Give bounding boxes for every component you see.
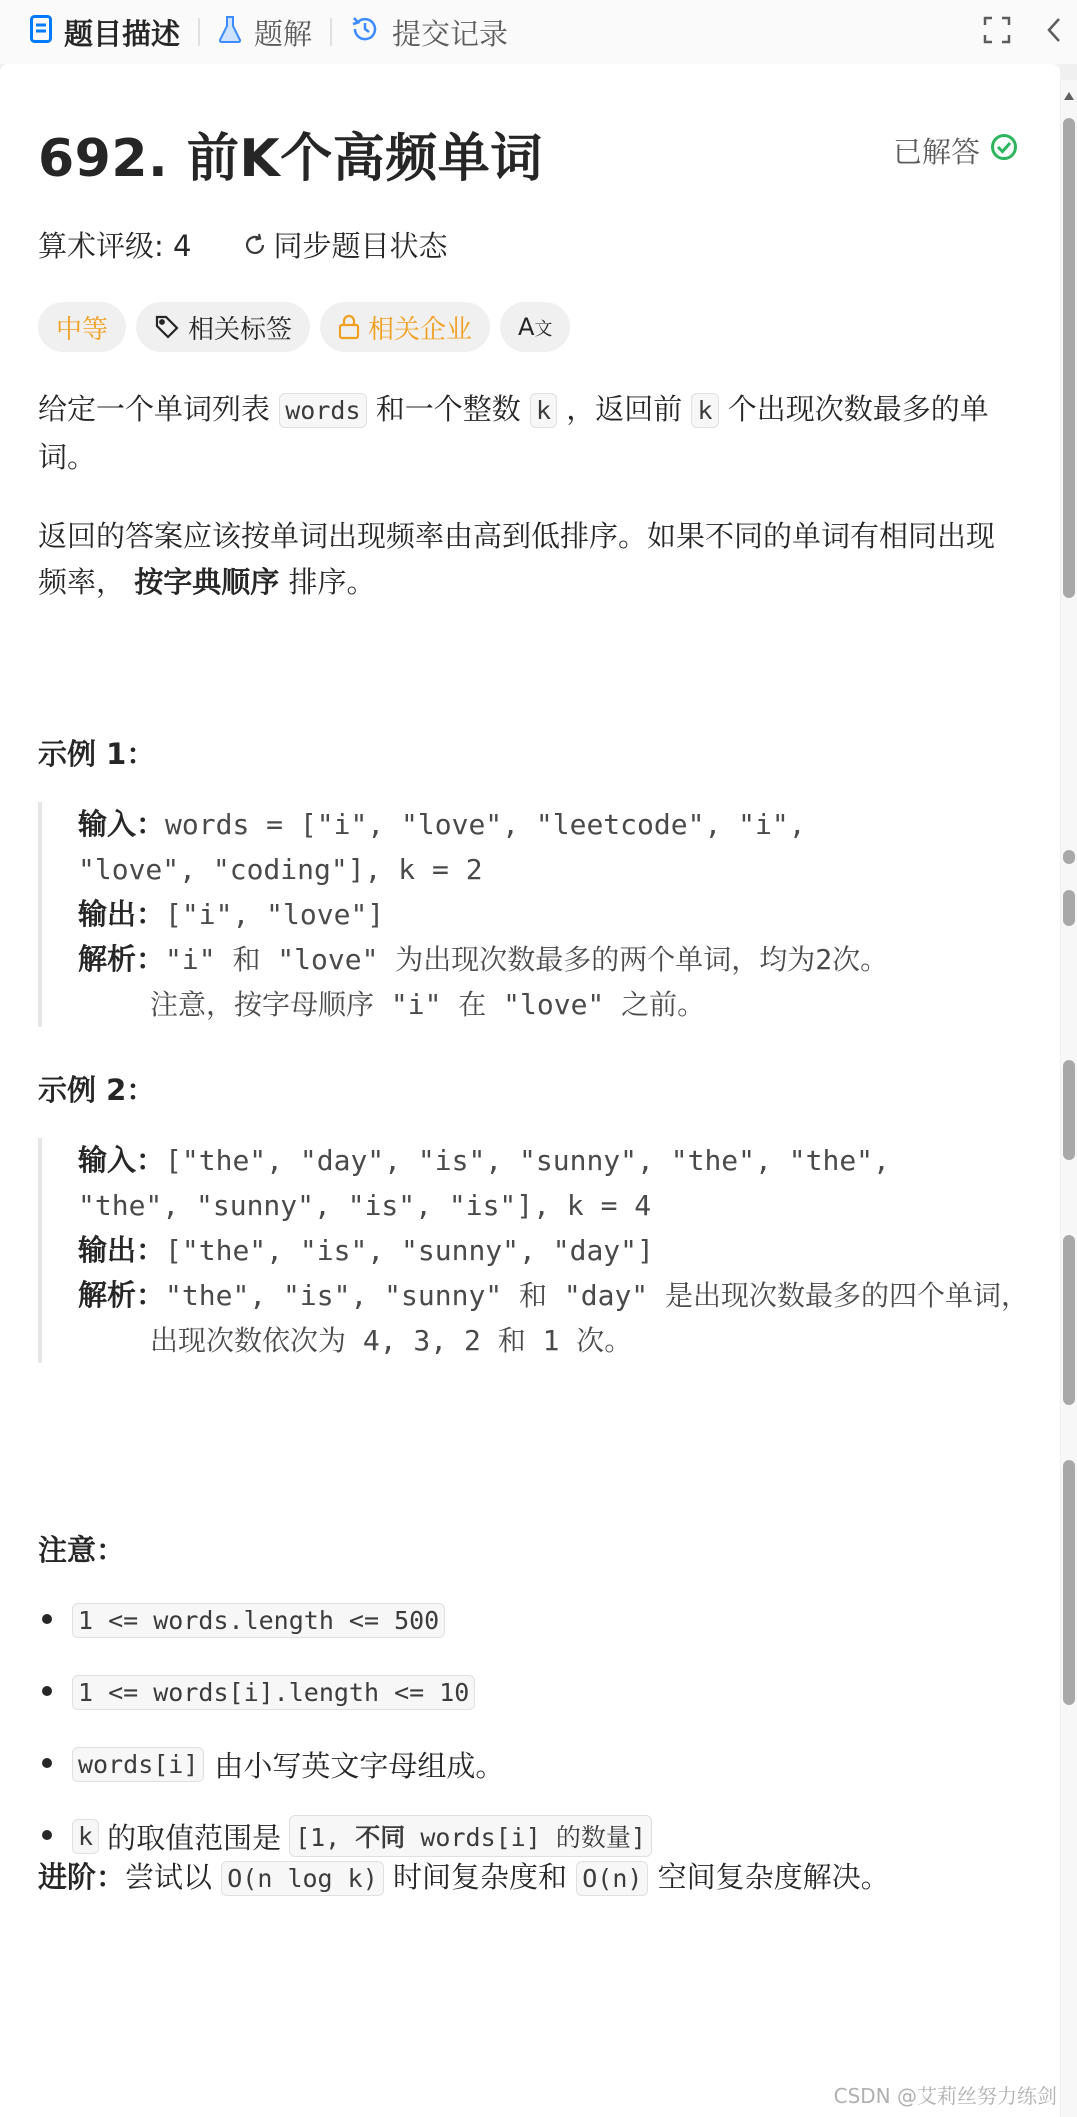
tab-solutions-label: 题解: [254, 16, 313, 51]
example-input-cont: "the", "sunny", "is", "is"], k = 4: [78, 1189, 652, 1222]
rating-label: 算术评级: 4: [38, 229, 192, 263]
text: 空间复杂度解决。: [657, 1860, 890, 1894]
watermark: CSDN @艾莉丝努力练剑: [833, 2084, 1057, 2108]
example-input: words = ["i", "love", "leetcode", "i",: [165, 808, 806, 841]
page-title: 692. 前K个高频单词: [38, 129, 543, 189]
explanation-label: 解析：: [78, 942, 166, 976]
tab-separator: [330, 18, 332, 46]
bold-text: 按字典顺序: [134, 565, 280, 599]
code-part: [1,: [295, 1823, 341, 1852]
text: 返回的答案应该按单词出现频率由高到低排序。如果不同的单词有相同出现频率，: [38, 519, 996, 599]
example-explanation: "the", "is", "sunny" 和 "day" 是出现次数最多的四个单词，: [165, 1279, 1030, 1312]
text: 由小写英文字母组成。: [214, 1748, 505, 1783]
chevron-left-icon[interactable]: [1045, 16, 1063, 48]
constraints-list: [38, 1584, 1018, 1872]
topics-tag-label: 相关标签: [188, 314, 293, 345]
list-item: [38, 1728, 1018, 1800]
document-icon: [30, 15, 52, 50]
scroll-up-icon[interactable]: [1063, 86, 1075, 105]
inline-code: words: [279, 393, 366, 428]
inline-code: k: [691, 393, 718, 428]
input-label: 输入：: [78, 807, 166, 841]
scrollbar-thumb[interactable]: [1063, 890, 1075, 926]
problem-meta: [38, 224, 447, 265]
sync-status-button[interactable]: [243, 224, 447, 265]
translate-button[interactable]: [500, 302, 570, 352]
topics-tag-button[interactable]: [136, 302, 310, 352]
scrollbar-thumb[interactable]: [1063, 1235, 1075, 1405]
vertical-scrollbar[interactable]: [1061, 80, 1077, 2117]
inline-code: O(n log k): [221, 1861, 384, 1896]
inline-code: 1 <= words[i].length <= 10: [72, 1675, 475, 1710]
tag-row: [38, 302, 570, 352]
output-label: 输出：: [78, 1233, 166, 1267]
text: 个出现次数最多的单词。: [38, 392, 989, 474]
inline-code: 1 <= words.length <= 500: [72, 1603, 445, 1638]
inline-code: k: [530, 393, 557, 428]
list-item: [38, 1584, 1018, 1656]
code-part: 的数量]: [555, 1823, 646, 1852]
example-output: ["the", "is", "sunny", "day"]: [165, 1234, 654, 1267]
example-output: ["i", "love"]: [165, 898, 385, 931]
input-label: 输入：: [78, 1143, 166, 1177]
example-explanation: "i" 和 "love" 为出现次数最多的两个单词，均为2次。: [165, 943, 889, 976]
text: ，返回前: [566, 392, 683, 426]
example-input: ["the", "day", "is", "sunny", "the", "the",: [165, 1144, 890, 1177]
example-2-heading: 示例 2：: [38, 1073, 156, 1107]
translate-icon: A文: [518, 313, 553, 341]
advanced-paragraph: [38, 1854, 1018, 1902]
description-panel: [0, 64, 1060, 2117]
text: 和一个整数: [375, 392, 521, 426]
tag-icon: [154, 314, 180, 340]
bold-text: 不同: [355, 1823, 406, 1852]
difficulty-badge[interactable]: 中等: [38, 302, 126, 352]
example-explanation-cont: 出现次数依次为 4, 3, 2 和 1 次。: [150, 1324, 633, 1357]
notes-heading: 注意：: [38, 1533, 126, 1567]
text: 排序。: [288, 565, 376, 599]
solved-status: [893, 130, 1018, 171]
example-1-block: [38, 802, 1058, 1027]
text: 的取值范围是: [107, 1820, 282, 1855]
fullscreen-icon[interactable]: [983, 16, 1011, 48]
example-explanation-cont: 注意，按字母顺序 "i" 在 "love" 之前。: [150, 988, 706, 1021]
inline-code: words[i]: [72, 1747, 204, 1782]
scrollbar-thumb[interactable]: [1063, 1060, 1075, 1160]
scrollbar-thumb[interactable]: [1063, 1460, 1075, 1705]
advanced-label: 进阶：: [38, 1860, 126, 1894]
sync-status-label: 同步题目状态: [273, 229, 448, 263]
top-tab-bar: [0, 0, 1077, 64]
tab-submissions-label: 提交记录: [392, 16, 509, 51]
history-icon: [350, 14, 380, 51]
refresh-icon: [243, 233, 267, 257]
scrollbar-thumb[interactable]: [1063, 118, 1075, 598]
tab-separator: [198, 18, 200, 46]
tab-description[interactable]: [30, 0, 180, 64]
companies-tag-label: 相关企业: [368, 314, 473, 345]
lock-icon: [338, 314, 360, 340]
inline-code: k: [72, 1819, 99, 1854]
example-input-cont: "love", "coding"], k = 2: [78, 853, 483, 886]
example-2-block: [38, 1138, 1058, 1363]
text: 尝试以: [125, 1860, 213, 1894]
tab-solutions[interactable]: [218, 0, 312, 64]
tab-description-label: 题目描述: [64, 16, 181, 51]
code-part: words[i]: [420, 1823, 541, 1852]
check-circle-icon: [990, 133, 1018, 168]
flask-icon: [218, 15, 242, 50]
solved-status-label: 已解答: [892, 135, 980, 169]
tab-submissions[interactable]: [350, 0, 508, 64]
companies-tag-button[interactable]: [320, 302, 490, 352]
description-paragraph-1: [38, 386, 1018, 480]
inline-code-range: [289, 1815, 652, 1857]
output-label: 输出：: [78, 897, 166, 931]
example-1-heading: 示例 1：: [38, 737, 156, 771]
scrollbar-thumb[interactable]: [1063, 850, 1075, 864]
list-item: [38, 1656, 1018, 1728]
explanation-label: 解析：: [78, 1278, 166, 1312]
top-right-controls: [983, 0, 1063, 64]
text: 时间复杂度和: [392, 1860, 567, 1894]
inline-code: O(n): [576, 1861, 648, 1896]
description-paragraph-2: [38, 513, 1018, 605]
text: 给定一个单词列表: [38, 392, 271, 426]
